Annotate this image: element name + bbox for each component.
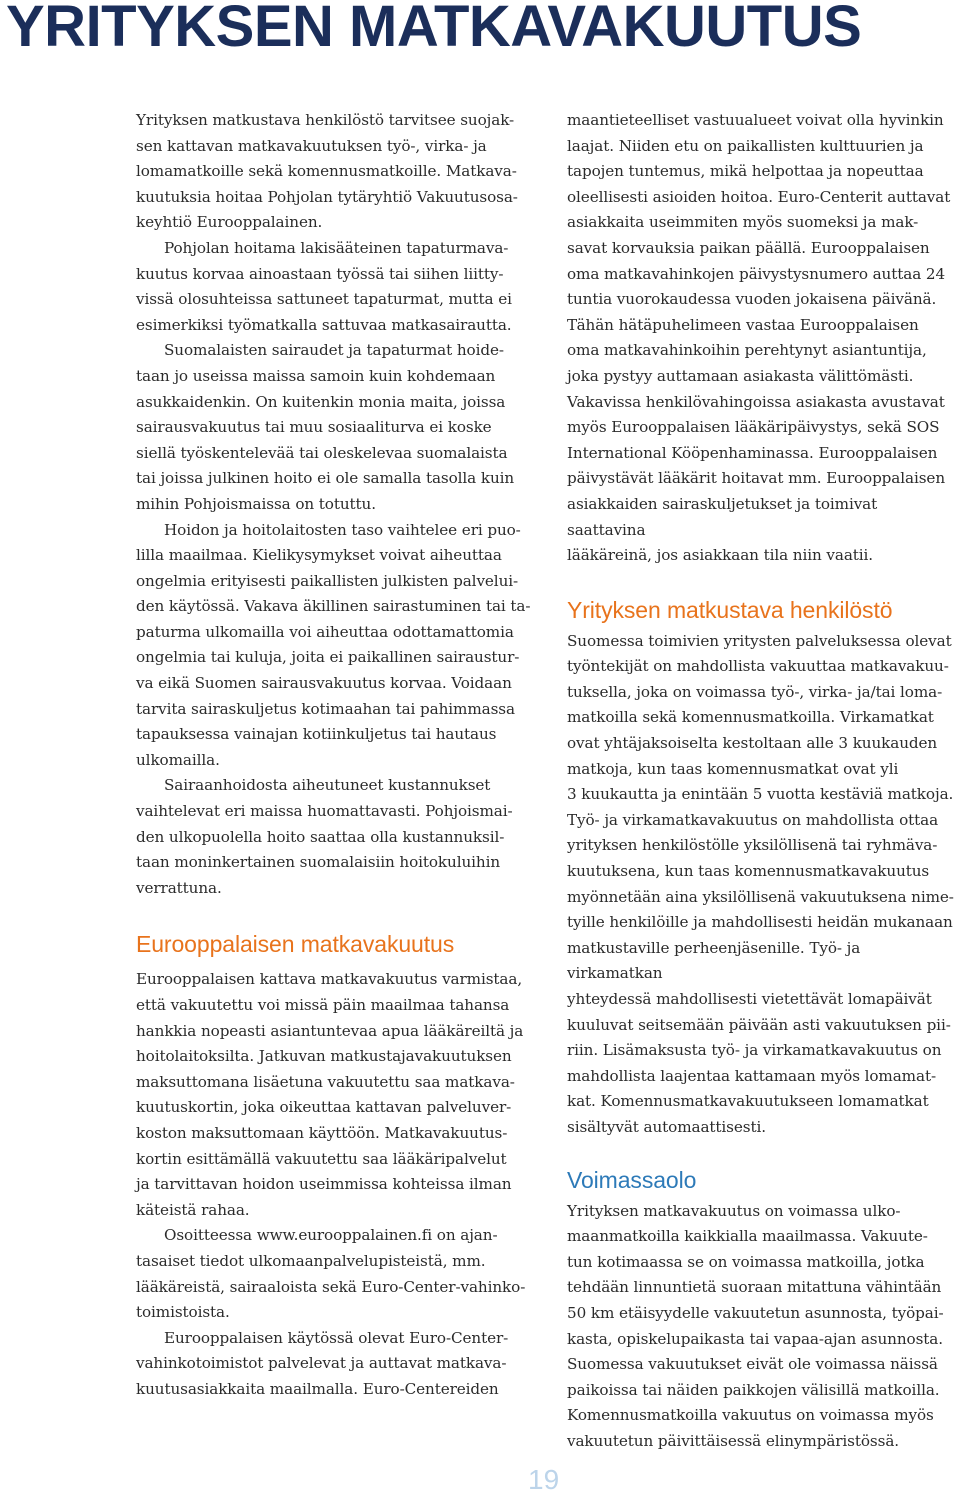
henkilosto-paragraph: Suomessa toimivien yritysten palveluksessa olevat työntekijät on mahdollista vakuuttaa matkavakuu- tuksella, joka on voimassa työ-, virka- ja/tai loma- matkoilla sekä komennusmatkoilla. Virkamatkat ovat yhtäjaksoiselta kestoltaan alle 3 kuukauden matkoja, kun taas komennusmatkat ovat yli 3 kuukautta ja enintään 5 vuotta kestäviä matkoja. Työ- ja virkamatkavakuutus on mahdollista ottaa yrityksen henkilöstölle yksilöllisenä tai ryhmäva- kuutuksena, kun taas komennusmatkavakuutus myönnetään aina yksilöllisenä vakuutuksena nime- tyille henkilöille ja mahdollisesti heidän mukanaan matkustaville perheenjäsenille. Työ- ja virkamatkan yhteydessä mahdollisesti vietettävät lomapäivät kuuluvat seitsemään päivään asti vakuutuksen pii- riin. Lisämaksusta työ- ja virkamatkavakuutus on mahdollista laajentaa kattamaan myös lomamat- kat. Komennusmatkavakuutukseen lomamatkat sisältyvät automaattisesti. [567,631,954,1136]
intro-paragraph-5: Sairaanhoidosta aiheutuneet kustannukset vaihtelevat eri maissa huomattavasti. Pohjoismai- den ulkopuolella hoito saattaa olla kustannuksil- taan moninkertainen suomalaisiin hoitokuluihin verrattuna. [136,776,513,897]
right-column [567,108,959,1455]
section-heading-henkilosto: Yrityksen matkustava henkilöstö [567,596,893,623]
euro-paragraph-1: Eurooppalaisen kattava matkavakuutus varmistaa, että vakuutettu voi missä päin maailmaa tahansa hankkia nopeasti asiantuntevaa apua lääkäreiltä ja hoitolaitoksilta. Jatkuvan matkustajavakuutuksen maksuttomana lisäetuna vakuutettu saa matkava- kuutuskortin, joka oikeuttaa kattavan palveluver- koston maksuttomaan käyttöön. Matkavakuutus- kortin esittämällä vakuutettu saa lääkäripalvelut ja tarvittavan hoidon useimmissa kohteissa ilman käteistä rahaa. [136,970,524,1219]
intro-paragraph-4: Hoidon ja hoitolaitosten taso vaihtelee eri puo- lilla maailmaa. Kielikysymykset voivat aiheuttaa ongelmia erityisesti paikallisten julkisten palvelui- den käytössä. Vakava äkillinen sairastuminen tai ta- paturma ulkomailla voi aiheuttaa odottamattomia ongelmia tai kuluja, joita ei paikallinen sairaustur- va eikä Suomen sairausvakuutus korvaa. Voidaan tarvita sairaskuljetus kotimaahan tai pahimmassa tapauksessa vainajan kotiinkuljetus tai hautaus ulkomailla. [136,520,531,769]
euro-paragraph-3: Eurooppalaisen käytössä olevat Euro-Center- vahinkotoimistot palvelevat ja auttavat matkava- kuutusasiakkaita maailmalla. Euro-Centereiden [136,1328,509,1398]
intro-paragraph-3: Suomalaisten sairaudet ja tapaturmat hoide- taan jo useissa maissa samoin kuin kohdemaan asukkaidenkin. On kuitenkin monia maita, joissa sairausvakuutus tai muu sosiaaliturva ei koske siellä työskentelevää tai oleskelevaa suomalaista tai joissa julkinen hoito ei ole samalla tasolla kuin mihin Pohjoismaissa on totuttu. [136,341,515,513]
page-number: 19 [528,1464,560,1495]
intro-paragraph-2: Pohjolan hoitama lakisääteinen tapaturmava- kuutus korvaa ainoastaan työssä tai siihen liitty- vissä olosuhteissa sattuneet tapaturmat, mutta ei esimerkiksi työmatkalla sattuvaa matkasairautta. [136,238,512,334]
continued-paragraph: maantieteelliset vastuualueet voivat olla hyvinkin laajat. Niiden etu on paikallisten kulttuurien ja tapojen tuntemus, mikä helpottaa ja nopeuttaa oleellisesti asioiden hoitoa. Euro-Centerit auttavat asiakkaita useimmiten myös suomeksi ja mak- savat korvauksia paikan päällä. Eurooppalaisen oma matkavahinkojen päivystysnumero auttaa 24 tuntia vuorokaudessa vuoden jokaisena päivänä. Tähän hätäpuhelimeen vastaa Eurooppalaisen oma matkavahinkoihin perehtynyt asiantuntija, joka pystyy auttamaan asiakasta välittömästi. Vakavissa henkilövahingoissa asiakasta avustavat myös Eurooppalaisen lääkäripäivystys, sekä SOS International Kööpenhaminassa. Eurooppalaisen päivystävät lääkärit hoitavat mm. Eurooppalaisen asiakkaiden sairaskuljetukset ja toimivat saattavina lääkäreinä, jos asiakkaan tila niin vaatii. [567,111,951,565]
page-title: YRITYKSEN MATKAVAKUUTUS [6,0,862,59]
intro-paragraph-1: Yrityksen matkustava henkilöstö tarvitsee suojak- sen kattavan matkavakuutuksen työ-, virka- ja lomamatkoille sekä komennusmatkoille. Matkava- kuutuksia hoitaa Pohjolan tytäryhtiö Vakuutusosa- keyhtiö Eurooppalainen. [136,111,518,232]
section-heading-voimassaolo: Voimassaolo [567,1166,697,1193]
section-heading-eurooppalainen: Eurooppalaisen matkavakuutus [136,931,455,958]
voimassaolo-paragraph: Yrityksen matkavakuutus on voimassa ulko- maanmatkoilla kaikkialla maailmassa. Vakuute- tun kotimaassa se on voimassa matkoilla, jotka tehdään linnuntietä suoraan mitattuna vähintään 50 km etäisyydelle vakuutetun asunnosta, työpai- kasta, opiskelupaikasta tai vapaa-ajan asunnosta. Suomessa vakuutukset eivät ole voimassa näissä paikoissa tai näiden paikkojen välisillä matkoilla. Komennusmatkoilla vakuutus on voimassa myös vakuutetun päivittäisessä elinympäristössä. [567,1201,944,1450]
left-column [136,108,532,1403]
euro-paragraph-2: Osoitteessa www.eurooppalainen.fi on ajan- tasaiset tiedot ulkomaanpalvelupisteistä, mm. lääkäreistä, sairaaloista sekä Euro-Center-vahinko- toimistoista. [136,1226,526,1322]
